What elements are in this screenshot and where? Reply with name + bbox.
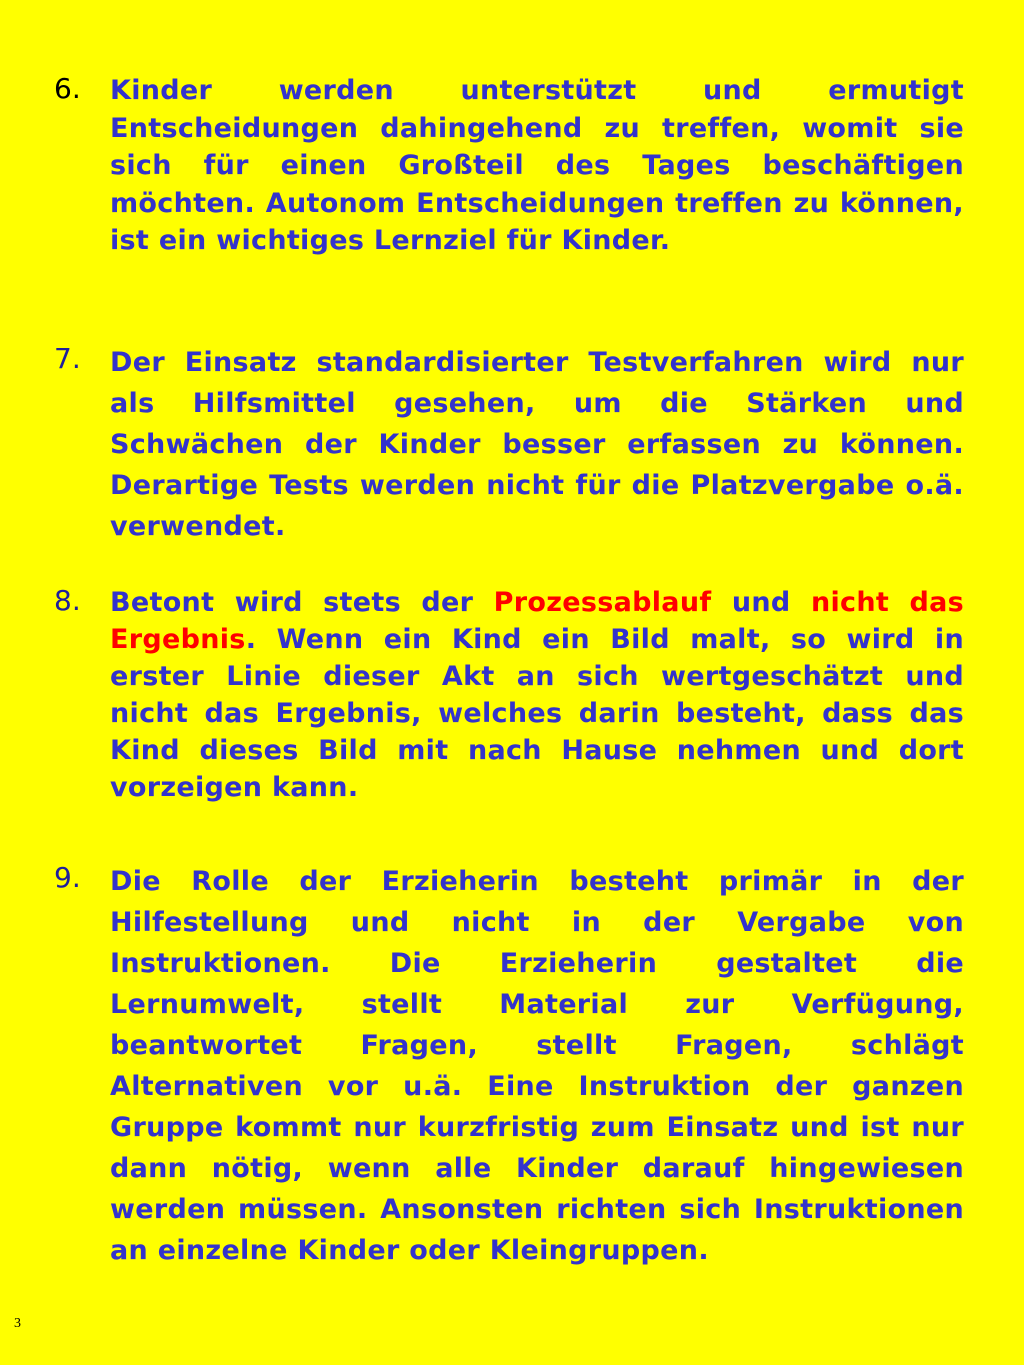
item-text-part: und — [711, 587, 811, 618]
item-text-part: Betont wird stets der — [110, 587, 494, 618]
item-number: 7. — [54, 342, 81, 375]
list-item-9 — [54, 861, 964, 1271]
highlight-result: nicht das Ergebnis — [110, 587, 964, 655]
page-number: 3 — [14, 1316, 21, 1331]
item-text: Der Einsatz standardisierter Testverfahren wird nur als Hilfsmittel gesehen, um die Stärken und Schwächen der Kinder besser erfassen zu können. Derartige Tests werden nicht für die Platzvergabe o.ä. verwendet. — [110, 347, 964, 542]
item-number: 8. — [54, 584, 81, 617]
item-text: Kinder werden unterstützt und ermutigt Entscheidungen dahingehend zu treffen, womit sie sich für einen Großteil des Tages beschäftigen möchten. Autonom Entscheidungen treffen zu können, ist ein wichtiges Lernziel für Kinder. — [110, 75, 964, 256]
list-item-7 — [54, 342, 964, 547]
item-number: 6. — [54, 72, 81, 105]
item-text: Die Rolle der Erzieherin besteht primär in der Hilfestellung und nicht in der Vergabe von Instruktionen. Die Erzieherin gestaltet die Lernumwelt, stellt Material zur Verfügung, beantwortet Fragen, stellt Fragen, schlägt Alternativen vor u.ä. Eine Instruktion der ganzen Gruppe kommt nur kurzfristig zum Einsatz und ist nur dann nötig, wenn alle Kinder darauf hingewiesen werden müssen. Ansonsten richten sich Instruktionen an einzelne Kinder oder Kleingruppen. — [110, 866, 964, 1266]
item-text — [110, 584, 964, 806]
item-number: 9. — [54, 861, 81, 894]
list-item-6 — [54, 72, 964, 260]
item-text-part: . Wenn ein Kind ein Bild malt, so wird in erster Linie dieser Akt an sich wertgeschätzt und nicht das Ergebnis, welches darin besteht, dass das Kind dieses Bild mit nach Hause nehmen und dort vorzeigen kann. — [110, 624, 964, 803]
highlight-process: Prozessablauf — [493, 587, 712, 618]
list-item-8 — [54, 584, 964, 806]
